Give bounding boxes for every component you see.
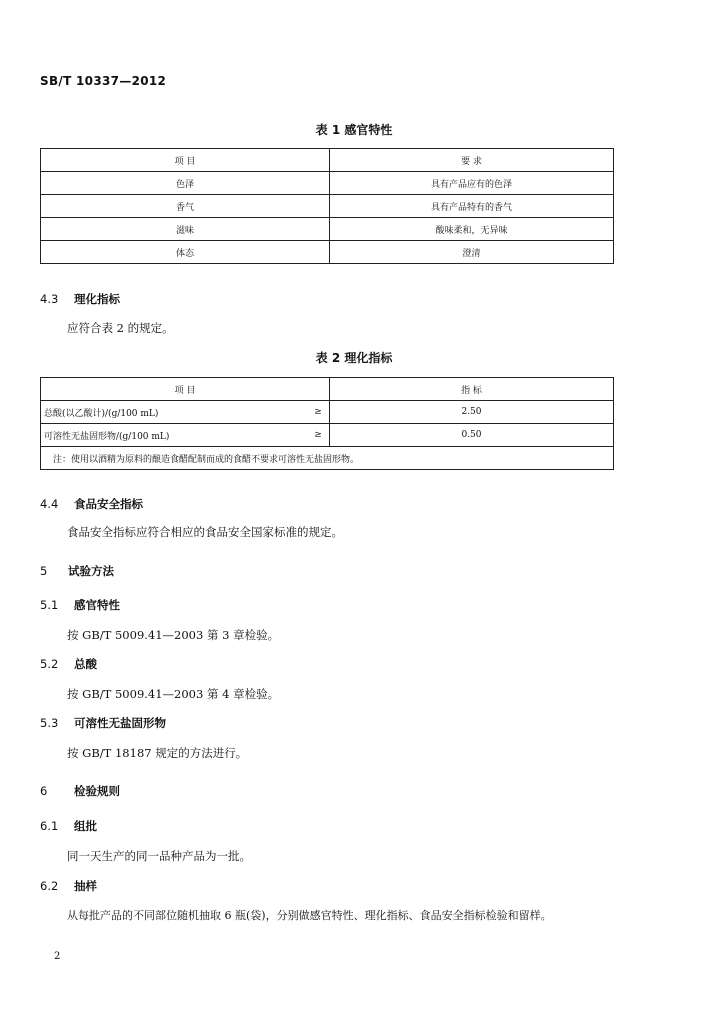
section-5-2-heading: [40, 656, 97, 672]
section-6-heading: [40, 783, 120, 799]
table-cell-operator: ≥: [307, 424, 330, 447]
table-row: [41, 172, 614, 195]
table-note-row: [41, 447, 614, 470]
section-title: 检验规则: [74, 784, 120, 798]
table-cell: 总酸(以乙酸计)/(g/100 mL): [41, 401, 307, 424]
table1-sensory: [40, 148, 614, 264]
section-title: 理化指标: [74, 292, 120, 306]
section-5-1-heading: [40, 597, 120, 613]
table-cell: 可溶性无盐固形物/(g/100 mL): [41, 424, 307, 447]
section-4-4-heading: [40, 496, 143, 512]
table-cell: 具有产品应有的色泽: [330, 172, 614, 195]
table-note: 注：使用以酒精为原料的酿造食醋配制而成的食醋不要求可溶性无盐固形物。: [41, 447, 614, 470]
table-row: [41, 401, 614, 424]
section-title: 抽样: [74, 879, 97, 893]
section-number: 5.1: [40, 598, 59, 612]
table-cell: 2.50: [330, 401, 614, 424]
section-5-3-text: 按 GB/T 18187 规定的方法进行。: [67, 746, 248, 760]
section-5-1-text: 按 GB/T 5009.41—2003 第 3 章检验。: [67, 628, 280, 642]
section-6-1-text: 同一天生产的同一品种产品为一批。: [67, 849, 251, 863]
section-5-3-heading: [40, 715, 166, 731]
section-5-heading: [40, 563, 114, 579]
section-4-3-text: 应符合表 2 的规定。: [67, 321, 174, 335]
table-cell-operator: ≥: [307, 401, 330, 424]
section-5-2-text: 按 GB/T 5009.41—2003 第 4 章检验。: [67, 687, 280, 701]
table-header-cell: 项 目: [41, 378, 330, 401]
section-number: 6.1: [40, 819, 59, 833]
table-cell: 酸味柔和，无异味: [330, 218, 614, 241]
table-header-row: [41, 149, 614, 172]
table-cell: 具有产品特有的香气: [330, 195, 614, 218]
section-number: 4.3: [40, 292, 59, 306]
table-header-cell: 项 目: [41, 149, 330, 172]
table-row: [41, 424, 614, 447]
section-title: 食品安全指标: [74, 497, 143, 511]
section-6-2-text: 从每批产品的不同部位随机抽取 6 瓶(袋)，分别做感官特性、理化指标、食品安全指标检验和留样。: [67, 909, 552, 922]
table-cell: 体态: [41, 241, 330, 264]
section-4-4-text: 食品安全指标应符合相应的食品安全国家标准的规定。: [67, 525, 343, 539]
table-cell: 0.50: [330, 424, 614, 447]
table-header-cell: 要 求: [330, 149, 614, 172]
table-cell: 滋味: [41, 218, 330, 241]
standard-number: SB/T 10337—2012: [40, 74, 167, 88]
table-cell: 色泽: [41, 172, 330, 195]
section-title: 总酸: [74, 657, 97, 671]
section-number: 5.2: [40, 657, 59, 671]
table1-caption: 表 1 感官特性: [315, 123, 393, 137]
page-number: 2: [54, 951, 61, 962]
section-title: 试验方法: [68, 564, 114, 578]
section-number: 6: [40, 784, 48, 798]
table-header-row: [41, 378, 614, 401]
section-6-2-heading: [40, 878, 97, 894]
table-row: [41, 241, 614, 264]
table2-physicochemical: [40, 377, 614, 470]
section-number: 5.3: [40, 716, 59, 730]
section-number: 4.4: [40, 497, 59, 511]
table-row: [41, 218, 614, 241]
section-number: 5: [40, 564, 48, 578]
table-cell: 香气: [41, 195, 330, 218]
table-cell: 澄清: [330, 241, 614, 264]
section-number: 6.2: [40, 879, 59, 893]
table-header-cell: 指 标: [330, 378, 614, 401]
section-title: 可溶性无盐固形物: [74, 716, 166, 730]
table-row: [41, 195, 614, 218]
section-title: 感官特性: [74, 598, 120, 612]
section-4-3-heading: [40, 291, 120, 307]
table2-caption: 表 2 理化指标: [315, 351, 393, 365]
section-title: 组批: [74, 819, 97, 833]
section-6-1-heading: [40, 818, 97, 834]
